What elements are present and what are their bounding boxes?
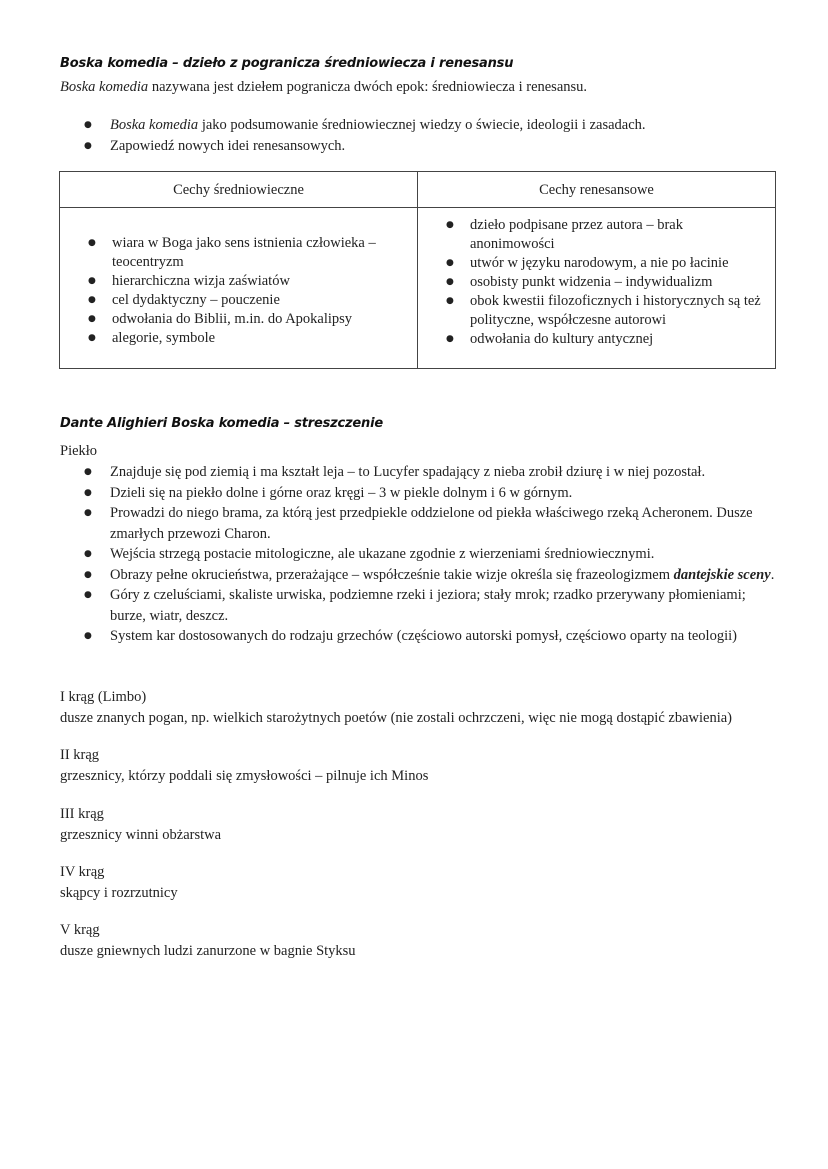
circle-description: skąpcy i rozrzutnicy (60, 885, 178, 901)
list-item-text: . (770, 566, 775, 583)
list-item-text: Obrazy pełne okrucieństwa, przerażające – współcześnie takie wizje określa się frazeologizmem (110, 566, 674, 583)
renaissance-features-list (440, 216, 770, 349)
list-item: ● cel dydaktyczny – pouczenie (82, 291, 407, 310)
list-item: ● odwołania do Biblii, m.in. do Apokalipsy (82, 310, 407, 329)
section-heading-2: Dante Alighieri Boska komedia – streszczenie (60, 416, 383, 431)
list-item: ● Znajduje się pod ziemią i ma kształt leja – to Lucyfer spadający z nieba zrobił dziurę i w niej pozostał. (84, 462, 784, 483)
intro-italic: Boska komedia (60, 79, 149, 95)
list-item (84, 565, 784, 586)
table-cell-medieval (82, 234, 407, 348)
intro-paragraph (60, 78, 587, 97)
circle-description: dusze znanych pogan, np. wielkich starożytnych poetów (nie zostali ochrzczeni, więc nie mogą dostąpić zbawienia) (60, 710, 732, 726)
circle-title: I krąg (Limbo) (60, 689, 147, 705)
list-item: ● osobisty punkt widzenia – indywidualizm (440, 273, 770, 292)
intro-bullet-list (84, 116, 784, 156)
subheading-pieklo: Piekło (60, 443, 98, 459)
comparison-table (59, 171, 776, 369)
list-item: ● Góry z czeluściami, skaliste urwiska, podziemne rzeki i jeziora; stały mrok; rzadko przerywany płomieniami; burze, wiatr, deszcz. (84, 585, 784, 626)
list-item-text: jako podsumowanie średniowiecznej wiedzy o świecie, ideologii i zasadach. (198, 117, 646, 133)
circle-title: V krąg (60, 922, 100, 938)
list-item: ● Dzieli się na piekło dolne i górne oraz kręgi – 3 w piekle dolnym i 6 w górnym. (84, 483, 784, 504)
circle-title: III krąg (60, 806, 104, 822)
section-heading-1: Boska komedia – dzieło z pogranicza średniowiecza i renesansu (60, 56, 514, 71)
list-item: ● System kar dostosowanych do rodzaju grzechów (częściowo autorski pomysł, częściowo oparty na teologii) (84, 626, 784, 647)
intro-text: nazywana jest dziełem pogranicza dwóch epok: średniowiecza i renesansu. (148, 79, 588, 95)
table-divider (417, 172, 418, 368)
list-item: ● obok kwestii filozoficznych i historycznych są też polityczne, współczesne autorowi (440, 292, 770, 330)
list-item: ● Wejścia strzegą postacie mitologiczne, ale ukazane zgodnie z wierzeniami średniowiecznymi. (84, 544, 784, 565)
circle-title: IV krąg (60, 864, 105, 880)
table-header-medieval: Cechy średniowieczne (173, 182, 304, 198)
circle-description: grzesznicy winni obżarstwa (60, 827, 222, 843)
list-item: ● utwór w języku narodowym, a nie po łacinie (440, 254, 770, 273)
pieklo-bullet-list (84, 462, 784, 647)
list-item (84, 137, 784, 156)
list-item: ● wiara w Boga jako sens istnienia człowieka – teocentryzm (82, 234, 407, 272)
list-item-italic: Boska komedia (110, 117, 199, 133)
table-header-rule (60, 207, 775, 208)
list-item: ● odwołania do kultury antycznej (440, 330, 770, 349)
table-cell-renaissance (440, 216, 770, 349)
list-item-text: Zapowiedź nowych idei renesansowych. (110, 138, 346, 154)
list-item: ● alegorie, symbole (82, 329, 407, 348)
emphasis-phrase: dantejskie sceny (673, 566, 771, 583)
list-item: ● Prowadzi do niego brama, za którą jest przedpiekle oddzielone od piekła właściwego rzeką Acheronem. Dusze zmarłych przewozi Charon. (84, 503, 784, 544)
circle-title: II krąg (60, 747, 100, 763)
table-header-renaissance: Cechy renesansowe (539, 182, 654, 198)
list-item (84, 116, 784, 135)
list-item: ● hierarchiczna wizja zaświatów (82, 272, 407, 291)
circle-description: dusze gniewnych ludzi zanurzone w bagnie Styksu (60, 943, 356, 959)
list-item: ● dzieło podpisane przez autora – brak anonimowości (440, 216, 770, 254)
circle-description: grzesznicy, którzy poddali się zmysłowości – pilnuje ich Minos (60, 768, 429, 784)
medieval-features-list (82, 234, 407, 348)
